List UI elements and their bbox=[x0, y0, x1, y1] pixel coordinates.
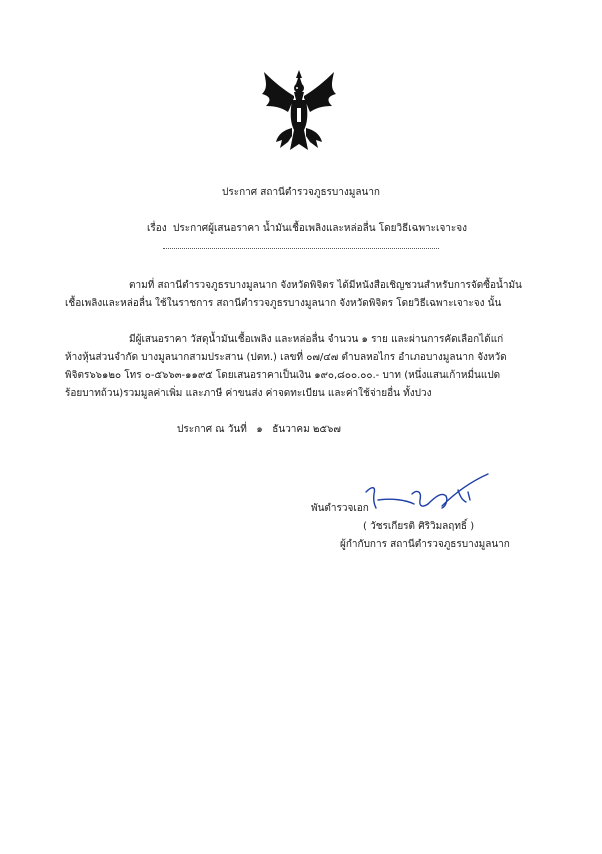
dotted-divider bbox=[163, 248, 439, 249]
date-month-year: ธันวาคม ๒๕๖๗ bbox=[272, 424, 341, 435]
date-line bbox=[177, 423, 341, 437]
paragraph-2-line-3: พิจิตร๖๖๑๒๐ โทร ๐-๕๖๖๓-๑๑๙๕ โดยเสนอราคาเป็นเงิน ๑๙๐,๘๐๐.๐๐.- บาท (หนึ่งแสนเก้าหมื่นแปด bbox=[65, 370, 501, 381]
date-day: ๑ bbox=[256, 424, 263, 435]
date-label: ประกาศ ณ วันที่ bbox=[177, 424, 247, 435]
handwritten-signature bbox=[362, 470, 492, 516]
subject-label: เรื่อง bbox=[147, 223, 167, 234]
announcement-title: ประกาศ สถานีตำรวจภูธรบางมูลนาก bbox=[222, 187, 380, 198]
garuda-emblem-icon bbox=[258, 68, 340, 156]
subject-text: ประกาศผู้เสนอราคา น้ำมันเชื้อเพลิงและหล่อลื่น โดยวิธีเฉพาะเจาะจง bbox=[173, 223, 468, 234]
paragraph-1-line-1: ตามที่ สถานีตำรวจภูธรบางมูลนาก จังหวัดพิจิตร ได้มีหนังสือเชิญชวนสำหรับการจัดซื้อน้ำมัน bbox=[129, 280, 522, 291]
paragraph-2-line-1: มีผู้เสนอราคา วัสดุน้ำมันเชื้อเพลิง และหล่อลื่น จำนวน ๑ ราย และผ่านการคัดเลือกได้แก่ bbox=[129, 334, 504, 345]
signer-name: ( วัชรเกียรติ ศิริวิมลฤทธิ์ ) bbox=[363, 521, 475, 532]
signer-position: ผู้กำกับการ สถานีตำรวจภูธรบางมูลนาก bbox=[340, 539, 510, 550]
paragraph-2-line-2: ห้างหุ้นส่วนจำกัด บางมูลนากสามประสาน (ปตท.) เลขที่ ๐๗/๔๗ ตำบลหอไกร อำเภอบางมูลนาก จังหวัด bbox=[65, 352, 507, 363]
paragraph-1-line-2: เชื้อเพลิงและหล่อลื่น ใช้ในราชการ สถานีตำรวจภูธรบางมูลนาก จังหวัดพิจิตร โดยวิธีเฉพาะเจาะจง นั้น bbox=[65, 298, 502, 309]
subject-line bbox=[147, 222, 467, 236]
paragraph-2-line-4: ร้อยบาทถ้วน)รวมมูลค่าเพิ่ม และภาษี ค่าขนส่ง ค่าจดทะเบียน และค่าใช้จ่ายอื่น ทั้งปวง bbox=[65, 388, 432, 399]
signer-rank: พันตำรวจเอก bbox=[311, 503, 369, 514]
